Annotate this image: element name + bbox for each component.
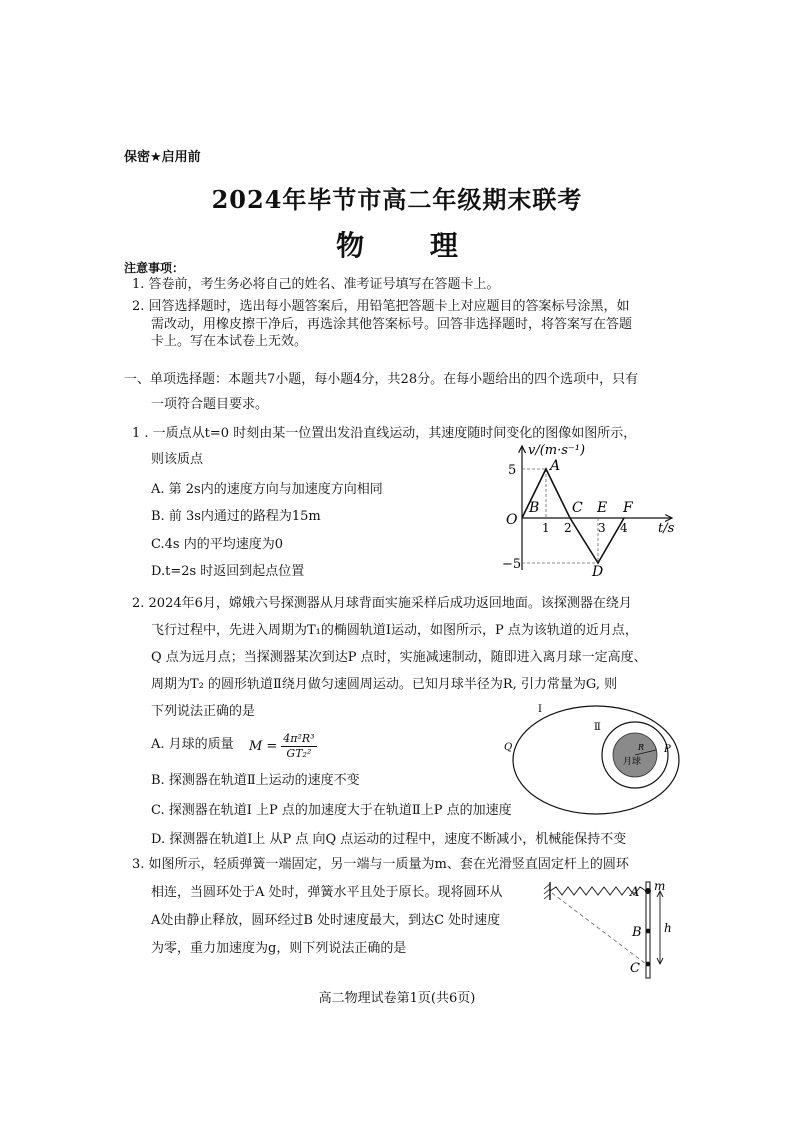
q3-stem-line4: 为零，重力加速度为g，则下列说法正确的是 (151, 941, 407, 956)
q1-point-d: D (592, 564, 604, 580)
q1-stem-line1: 1 . 一质点从t=0 时刻由某一位置出发沿直线运动，其速度随时间变化的图像如图所示， (132, 426, 637, 441)
q2-point-q: Q (504, 742, 513, 753)
q3-ring-c (646, 962, 651, 967)
q1-point-b: B (529, 500, 540, 516)
q1-xtick-3: 3 (598, 521, 606, 535)
q3-spring-diagram (542, 876, 682, 986)
q1-point-e: E (597, 500, 608, 516)
q1-origin: O (506, 512, 518, 528)
subject-title: 物 理 (336, 229, 486, 262)
q2-formula-m: M (249, 738, 263, 754)
q3-stem-line3: A处由静止释放，圆环经过B 处时速度最大，到达C 处时速度 (151, 913, 501, 928)
q2-formula-denominator: GT₂² (286, 746, 312, 760)
section-1-heading-line2: 一项符合题目要求。 (151, 397, 269, 412)
q1-stem-line2: 则该质点 (151, 452, 204, 467)
q3-label-b: B (632, 925, 642, 940)
notice-heading: 注意事项： (124, 261, 185, 275)
q2-moon-label: 月球 (623, 757, 642, 767)
q1-ylabel: v/(m·s⁻¹) (528, 443, 586, 458)
q1-xtick-4: 4 (620, 521, 628, 535)
q2-orbit-i-label: I (538, 704, 542, 715)
q1-option-a: A. 第 2s内的速度方向与加速度方向相同 (151, 482, 383, 497)
q3-label-h: h (664, 921, 672, 935)
notice-item-2-line2: 需改动，用橡皮擦干净后，再选涂其他答案标号。回答非选择题时，将答案写在答题 (151, 317, 633, 332)
q2-orbit-ii-label: Ⅱ (594, 722, 601, 733)
q1-option-d: D.t=2s 时返回到起点位置 (151, 564, 305, 579)
q1-option-c: C.4s 内的平均速度为0 (151, 537, 283, 552)
section-1-heading-line1: 一、单项选择题：本题共7小题，每小题4分，共28分。在每小题给出的四个选项中，只有 (124, 372, 639, 387)
q1-xtick-2: 2 (564, 521, 572, 535)
q1-ytick-neg5: −5 (502, 557, 522, 572)
q2-stem-line2: 飞行过程中，先进入周期为T₁的椭圆轨道I运动，如图所示，P 点为该轨道的近月点， (151, 623, 638, 638)
q2-option-c: C. 探测器在轨道I 上P 点的加速度大于在轨道Ⅱ上P 点的加速度 (151, 803, 512, 818)
q1-vt-graph (500, 440, 680, 580)
q3-ring-a (645, 888, 651, 894)
q2-option-a-label: A. 月球的质量 (151, 737, 234, 752)
q2-radius-r: R (638, 743, 645, 752)
q2-stem-line1: 2. 2024年6月，嫦娥六号探测器从月球背面实施采样后成功返回地面。该探测器在绕月 (132, 596, 632, 611)
q3-ring-b (646, 929, 651, 934)
q1-point-f: F (623, 500, 633, 516)
q1-vt-line (522, 469, 624, 563)
q2-stem-line5: 下列说法正确的是 (151, 704, 256, 719)
notice-item-2-line3: 卡上。写在本试卷上无效。 (151, 334, 308, 349)
q2-point-p: P (664, 744, 671, 755)
q2-option-b: B. 探测器在轨道Ⅱ上运动的速度不变 (151, 773, 360, 788)
page-footer: 高二物理试卷第1页(共6页) (318, 991, 476, 1006)
q1-point-c: C (572, 500, 583, 516)
notice-item-1: 1. 答卷前，考生务必将自己的姓名、准考证号填写在答题卡上。 (132, 277, 500, 292)
confidential-label: 保密★启用前 (124, 150, 201, 165)
q1-point-a: A (550, 458, 561, 474)
q2-orbit-diagram (498, 700, 680, 818)
q1-xlabel: t/s (658, 521, 675, 536)
q2-formula-numerator: 4π²R³ (283, 731, 315, 745)
notice-item-2-line1: 2. 回答选择题时，选出每小题答案后，用铅笔把答题卡上对应题目的答案标号涂黑，如 (132, 299, 630, 314)
q2-stem-line4: 周期为T₂ 的圆形轨道Ⅱ绕月做匀速圆周运动。已知月球半径为R, 引力常量为G, 则 (151, 677, 618, 692)
q2-mass-formula: M = $\frac{\text{4π²R³}}{\text{GT₂²}}$ (249, 731, 315, 760)
q2-option-d: D. 探测器在轨道I上 从P 点 向Q 点运动的过程中，速度不断减小，机械能保持不变 (151, 832, 627, 847)
q1-option-b: B. 前 3s内通过的路程为15m (151, 509, 321, 524)
q1-ytick-5: 5 (508, 463, 517, 478)
q3-label-a: A (630, 885, 640, 900)
q1-xtick-1: 1 (542, 521, 550, 535)
exam-title: 2024年毕节市高二年级期末联考 (211, 185, 583, 214)
q3-label-c: C (630, 961, 640, 976)
q3-label-m: m (654, 879, 666, 893)
q3-stem-line2: 相连，当圆环处于A 处时，弹簧水平且处于原长。现将圆环从 (151, 885, 503, 900)
q2-stem-line3: Q 点为远月点；当探测器某次到达P 点时，实施减速制动，随即进入离月球一定高度、 (151, 650, 647, 665)
q3-stem-line1: 3. 如图所示，轻质弹簧一端固定，另一端与一质量为m、套在光滑竖直固定杆上的圆环 (132, 857, 629, 872)
